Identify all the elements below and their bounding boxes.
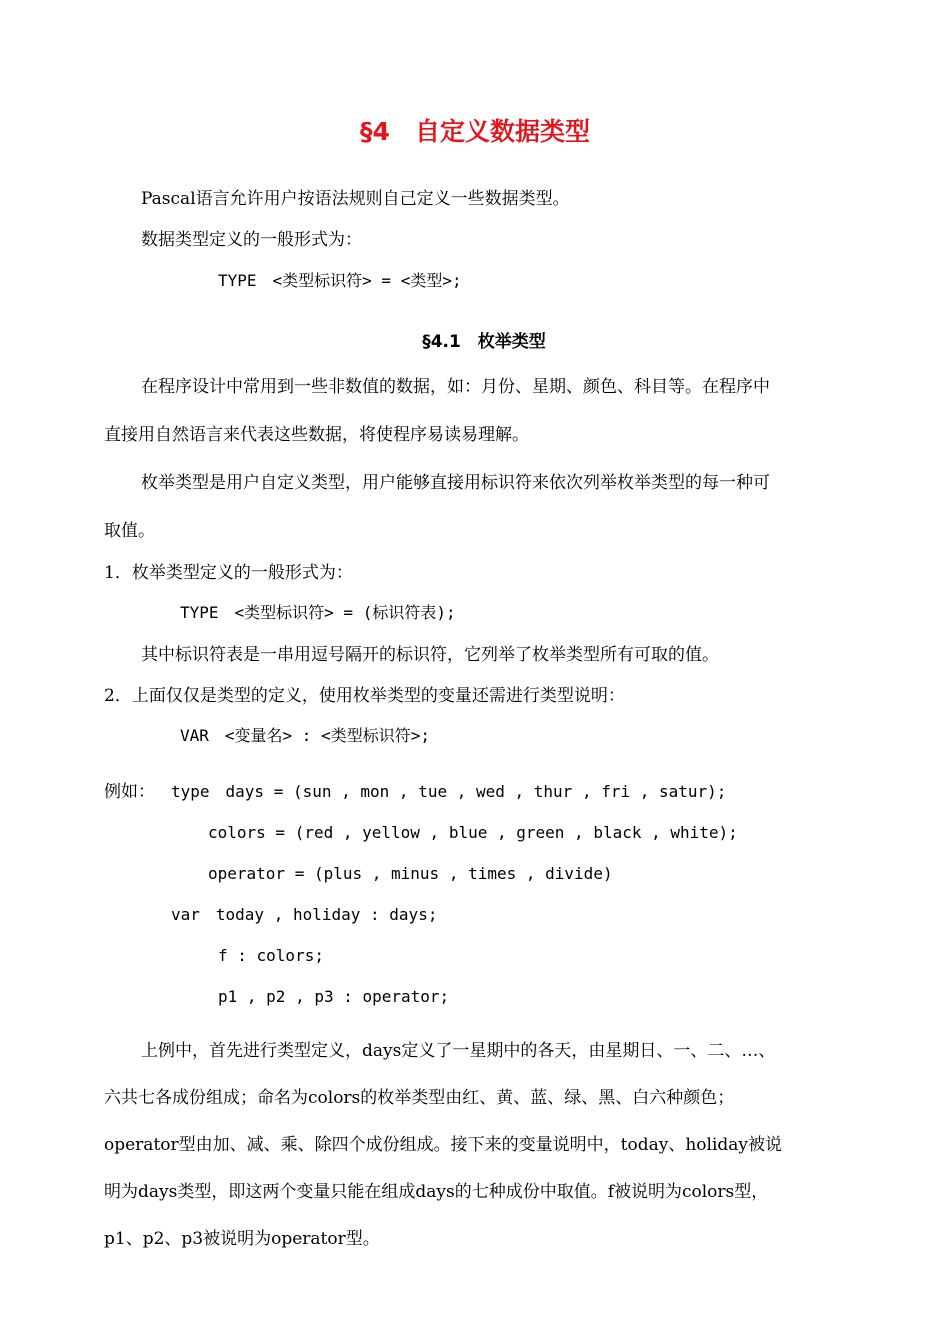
code-line: var today , holiday : days; <box>171 905 438 924</box>
intro-paragraph: Pascal语言允许用户按语法规则自己定义一些数据类型。 <box>141 189 570 209</box>
section-heading: §4.1 枚举类型 <box>422 332 546 352</box>
code-line: operator = (plus , minus , times , divide) <box>208 864 613 883</box>
explanation-line: 上例中，首先进行类型定义，days定义了一星期中的各天，由星期日、一、二、…、 <box>141 1041 776 1061</box>
section-para2-line1: 枚举类型是用户自定义类型，用户能够直接用标识符来依次列举枚举类型的每一种可 <box>141 473 770 493</box>
explanation-line: 明为days类型，即这两个变量只能在组成days的七种成份中取值。f被说明为colors型， <box>104 1182 769 1202</box>
var-syntax-code: VAR <变量名> : <类型标识符>; <box>180 726 430 745</box>
list-item-1: 1．枚举类型定义的一般形式为： <box>104 563 353 583</box>
section-para1-line1: 在程序设计中常用到一些非数值的数据，如：月份、星期、颜色、科目等。在程序中 <box>141 377 770 397</box>
enum-syntax-code: TYPE <类型标识符> = (标识符表); <box>180 603 456 622</box>
code-line: colors = (red , yellow , blue , green , black , white); <box>208 823 738 842</box>
example-label: 例如： <box>104 782 155 802</box>
code-line: type days = (sun , mon , tue , wed , thur , fri , satur); <box>171 782 727 801</box>
list-item-1-note: 其中标识符表是一串用逗号隔开的标识符，它列举了枚举类型所有可取的值。 <box>141 645 719 665</box>
explanation-line: 六共七各成份组成；命名为colors的枚举类型由红、黄、蓝、绿、黑、白六种颜色； <box>104 1088 735 1108</box>
section-para1-line2: 直接用自然语言来代表这些数据，将使程序易读易理解。 <box>104 425 529 445</box>
explanation-line: p1、p2、p3被说明为operator型。 <box>104 1229 380 1249</box>
type-syntax-code: TYPE <类型标识符> = <类型>; <box>218 271 462 290</box>
explanation-line: operator型由加、减、乘、除四个成份组成。接下来的变量说明中，today、holiday被说 <box>104 1135 782 1155</box>
list-item-2: 2．上面仅仅是类型的定义，使用枚举类型的变量还需进行类型说明： <box>104 686 625 706</box>
intro-form-label: 数据类型定义的一般形式为： <box>141 230 362 250</box>
section-para2-line2: 取值。 <box>104 521 155 541</box>
code-line: p1 , p2 , p3 : operator; <box>218 987 450 1006</box>
code-line: f : colors; <box>218 946 324 965</box>
page-title: §4 自定义数据类型 <box>360 117 590 146</box>
